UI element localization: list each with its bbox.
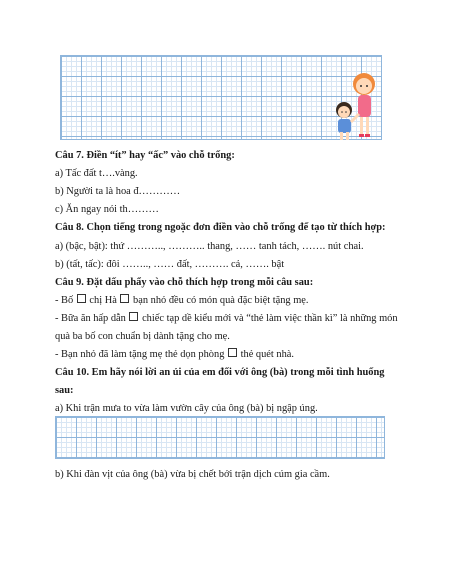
question-7-a: a) Tấc đất t….vàng. [55,168,138,179]
checkbox-icon[interactable] [120,294,129,303]
question-10-a: a) Khi trận mưa to vừa làm vườn cây của ông (bà) bị ngập úng. [55,403,318,414]
question-7-b: b) Người ta là hoa đ………… [55,186,181,197]
question-9-title: Câu 9. Đặt dấu phẩy vào chỗ thích hợp trong mỗi câu sau: [55,277,314,288]
question-8-a: a) (bậc, bật): thứ ……….., ……….. thang, …… tanh tách, ……. nút chai. [55,241,364,252]
question-9-sentence-2-cont: quà ba bố con chuẩn bị dành tặng cho mẹ. [55,331,230,342]
writing-grid-bottom [55,416,385,459]
question-10-title-cont: sau: [55,385,74,396]
question-10-title: Câu 10. Em hãy nói lời an ủi của em đối với ông (bà) trong mỗi tình huống [55,367,385,378]
checkbox-icon[interactable] [129,312,138,321]
question-7-title: Câu 7. Điền “ít” hay “ấc” vào chỗ trống: [55,150,235,161]
question-9-sentence-2: - Bữa ăn hấp dẫn chiếc tạp dề kiểu mới và “thẻ làm việc thần kì” là những món [55,313,398,324]
checkbox-icon[interactable] [228,348,237,357]
question-7-c: c) Ăn ngay nói th……… [55,204,159,215]
question-8-title: Câu 8. Chọn tiếng trong ngoặc đơn điền vào chỗ trống để tạo từ thích hợp: [55,222,386,233]
question-10-b: b) Khi đàn vịt của ông (bà) vừa bị chết bởi trận dịch cúm gia cầm. [55,469,330,480]
children-illustration [332,70,382,145]
checkbox-icon[interactable] [77,294,86,303]
question-8-b: b) (tất, tấc): đôi …….., …… đất, ………. cả, ……. bật [55,259,285,270]
question-9-sentence-3: - Bạn nhỏ đã làm tặng mẹ thẻ dọn phòng thẻ quét nhà. [55,349,294,360]
question-9-sentence-1: - Bố chị Hà bạn nhỏ đều có món quà đặc biệt tặng mẹ. [55,295,309,306]
